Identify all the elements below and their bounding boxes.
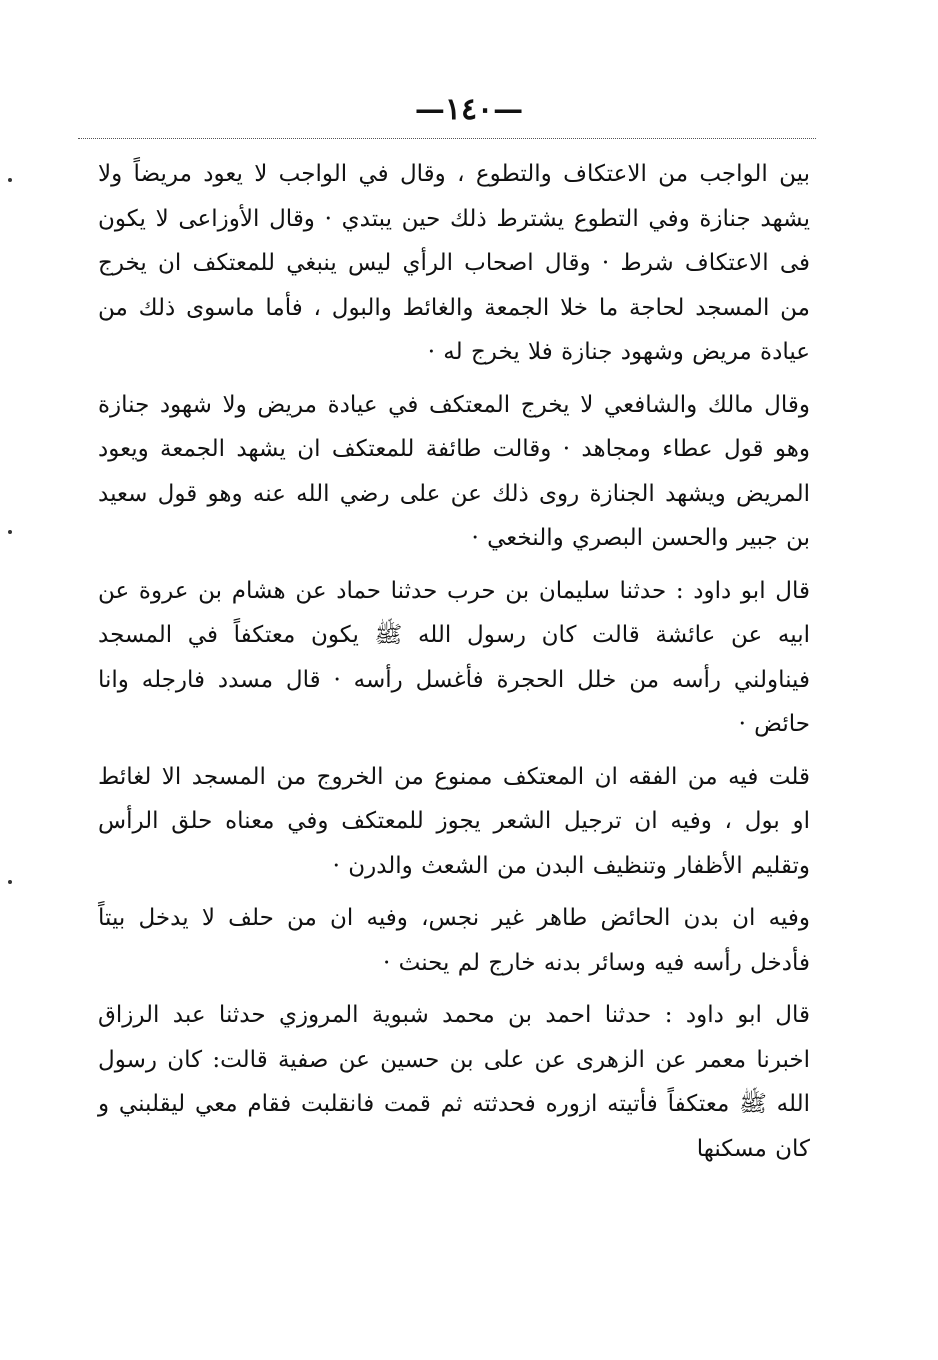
scan-edge-mark	[8, 880, 12, 884]
paragraph-1: بين الواجب من الاعتكاف والتطوع ، وقال في الواجب لا يعود مريضاً ولا يشهد جنازة وفي التطوع يشترط ذلك حين يبتدي · وقال الأوزاعى لا يكون فى الاعتكاف شرط · وقال اصحاب الرأي ليس ينبغي للمعتكف ان يخرج من المسجد لحاجة ما خلا الجمعة والغائط والبول ، فأما ماسوى ذلك من عيادة مريض وشهود جنازة فلا يخرج له ·	[98, 161, 810, 365]
paragraph-2: وقال مالك والشافعي لا يخرج المعتكف في عيادة مريض ولا شهود جنازة وهو قول عطاء ومجاهد · وقالت طائفة للمعتكف ان يشهد الجمعة ويعود المريض ويشهد الجنازة روى ذلك عن على رضي الله عنه وهو قول سعيد بن جبير والحسن البصري والنخعي ·	[98, 391, 810, 551]
body-text	[98, 152, 810, 1171]
paragraph-3: قال ابو داود : حدثنا سليمان بن حرب حدثنا حماد عن هشام بن عروة عن ابيه عن عائشة قالت كان رسول الله ﷺ يكون معتكفاً في المسجد فيناولني رأسه من خلل الحجرة فأغسل رأسه · قال مسدد فارجله وانا حائض ·	[98, 577, 810, 737]
header-divider	[78, 138, 816, 139]
paragraph-5: وفيه ان بدن الحائض طاهر غير نجس، وفيه ان من حلف لا يدخل بيتاً فأدخل رأسه فيه وسائر بدنه خارج لم يحنث ·	[98, 905, 810, 976]
paragraph-4: قلت فيه من الفقه ان المعتكف ممنوع من الخروج من المسجد الا لغائط او بول ، وفيه ان ترجيل الشعر يجوز للمعتكف وفي معناه حلق الرأس وتقليم الأظفار وتنظيف البدن من الشعث والدرن ·	[98, 763, 810, 879]
scan-edge-mark	[8, 530, 12, 534]
paragraph-6: قال ابو داود : حدثنا احمد بن محمد شبوية المروزي حدثنا عبد الرزاق اخبرنا معمر عن الزهرى عن على بن حسين عن صفية قالت: كان رسول الله ﷺ معتكفاً فأتيته ازوره فحدثته ثم قمت فانقلبت فقام معي ليقلبني و كان مسكنها	[98, 1002, 810, 1162]
page-number: —١٤٠—	[414, 92, 524, 127]
scan-edge-mark	[8, 178, 12, 182]
